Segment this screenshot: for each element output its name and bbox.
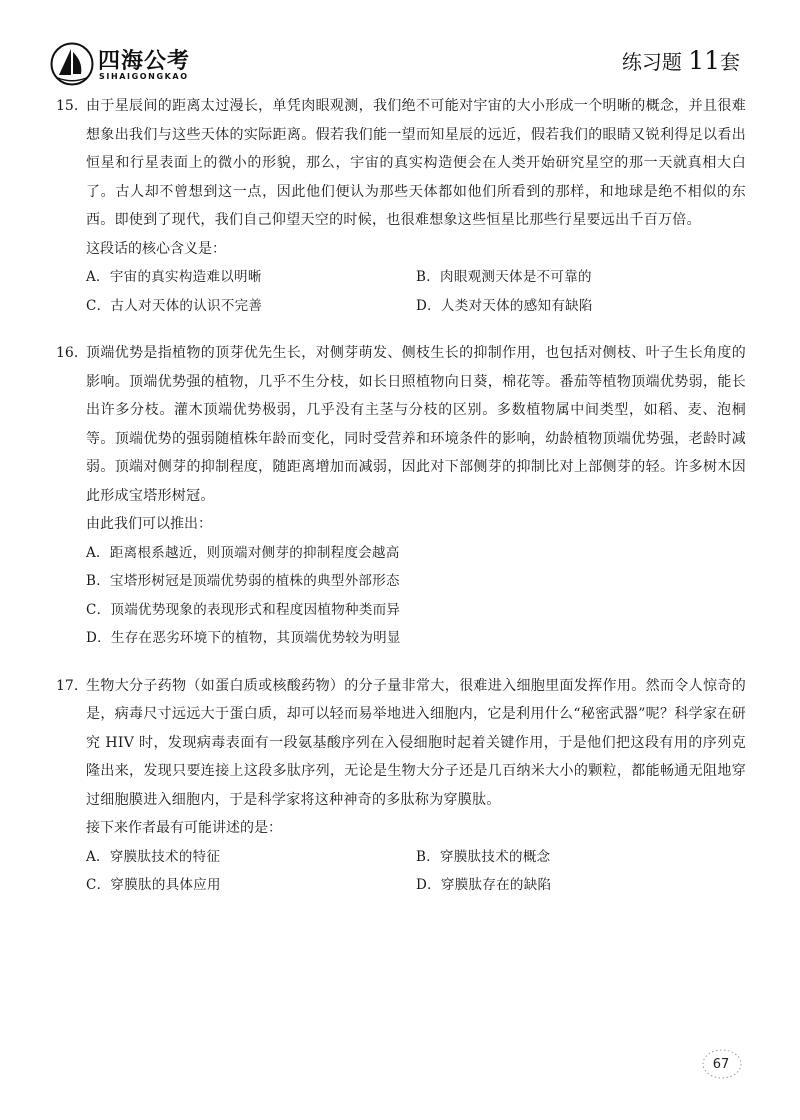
- question-prompt: 由此我们可以推出：: [86, 516, 212, 532]
- logo-text: 四海公考: [98, 49, 191, 74]
- question-prompt: 这段话的核心含义是：: [86, 240, 226, 257]
- question-prompt: 接下来作者最有可能讲述的是：: [86, 820, 282, 836]
- option-d: D．生存在恶劣环境下的植物，其顶端优势较为明显: [86, 630, 401, 646]
- brand-logo: [50, 42, 200, 88]
- answer-options: [86, 263, 746, 320]
- option-b: B．宝塔形树冠是顶端优势弱的植株的典型外部形态: [86, 573, 400, 589]
- answer-options: [86, 843, 746, 900]
- option-a: A．宇宙的真实构造难以明晰: [86, 269, 262, 285]
- page-header: [0, 0, 800, 95]
- question-16: [56, 339, 746, 653]
- question-number: 17.: [56, 677, 79, 694]
- question-number: 16.: [56, 345, 79, 361]
- exercise-set-label: [622, 46, 740, 75]
- set-suffix: 套: [720, 50, 740, 74]
- question-stem: 顶端优势是指植物的顶芽优先生长，对侧芽萌发、侧枝生长的抑制作用，也包括对侧枝、叶子生长角度的影响。顶端优势强的植物，几乎不生分枝，如长日照植物向日葵，棉花等。番茄等植物顶端优势弱，能长出许多分枝。灌木顶端优势极弱，几乎没有主茎与分枝的区别。多数植物属中间类型，如稻、麦、泡桐等。顶端优势的强弱随植株年龄而变化，同时受营养和环境条件的影响，幼龄植物顶端优势强，老龄时减弱。顶端对侧芽的抑制程度，随距离增加而减弱，因此对下部侧芽的抑制比对上部侧芽的轻。许多树木因此形成宝塔形树冠。: [86, 345, 746, 504]
- question-list: [56, 92, 746, 919]
- answer-options: [86, 539, 746, 653]
- option-c: C．古人对天体的认识不完善: [86, 297, 263, 314]
- sailboat-logo-icon: [50, 42, 94, 86]
- option-c: C．顶端优势现象的表现形式和程度因植物种类而异: [86, 601, 401, 618]
- question-stem: 由于星辰间的距离太过漫长，单凭肉眼观测，我们绝不可能对宇宙的大小形成一个明晰的概念，并且很难想象出我们与这些天体的实际距离。假若我们能一望而知星辰的远近，假若我们的眼睛又锐利得足以看出恒星和行星表面上的微小的形貌，那么，宇宙的真实构造便会在人类开始研究星空的那一天就真相大白了。古人却不曾想到这一点，因此他们便认为那些天体都如他们所看到的那样，和地球是绝不相似的东西。即使到了现代，我们自己仰望天空的时候，也很难想象这些恒星比那些行星要远出千百万倍。: [86, 98, 746, 228]
- option-b: B．穿膜肽技术的概念: [416, 848, 551, 865]
- question-stem: 生物大分子药物（如蛋白质或核酸药物）的分子量非常大，很难进入细胞里面发挥作用。然而令人惊奇的是，病毒尺寸远远大于蛋白质，却可以轻而易举地进入细胞内，它是利用什么“秘密武器”呢？科学家在研究 HIV 时，发现病毒表面有一段氨基酸序列在入侵细胞时起着关键作用，于是他们把这段有用的序列克隆出来，发现只要连接上这段多肽序列，无论是生物大分子还是几百纳米大小的颗粒，都能畅通无阻地穿过细胞膜进入细胞内，于是科学家将这种神奇的多肽称为穿膜肽。: [86, 677, 746, 808]
- set-prefix: 练习题: [621, 50, 682, 74]
- option-a: A．穿膜肽技术的特征: [86, 848, 221, 865]
- option-c: C．穿膜肽的具体应用: [86, 877, 221, 893]
- option-b: B．肉眼观测天体是不可靠的: [416, 269, 592, 285]
- question-number: 15.: [56, 98, 79, 114]
- logo-subtext: SIHAIGONGKAO: [99, 72, 189, 81]
- question-17: [56, 672, 746, 900]
- option-a: A．距离根系越近，则顶端对侧芽的抑制程度会越高: [86, 544, 400, 561]
- page-number: 67: [712, 1057, 730, 1072]
- option-d: D．穿膜肽存在的缺陷: [416, 877, 552, 893]
- option-d: D．人类对天体的感知有缺陷: [416, 297, 593, 314]
- set-number: 11: [688, 46, 720, 75]
- question-15: [56, 92, 746, 320]
